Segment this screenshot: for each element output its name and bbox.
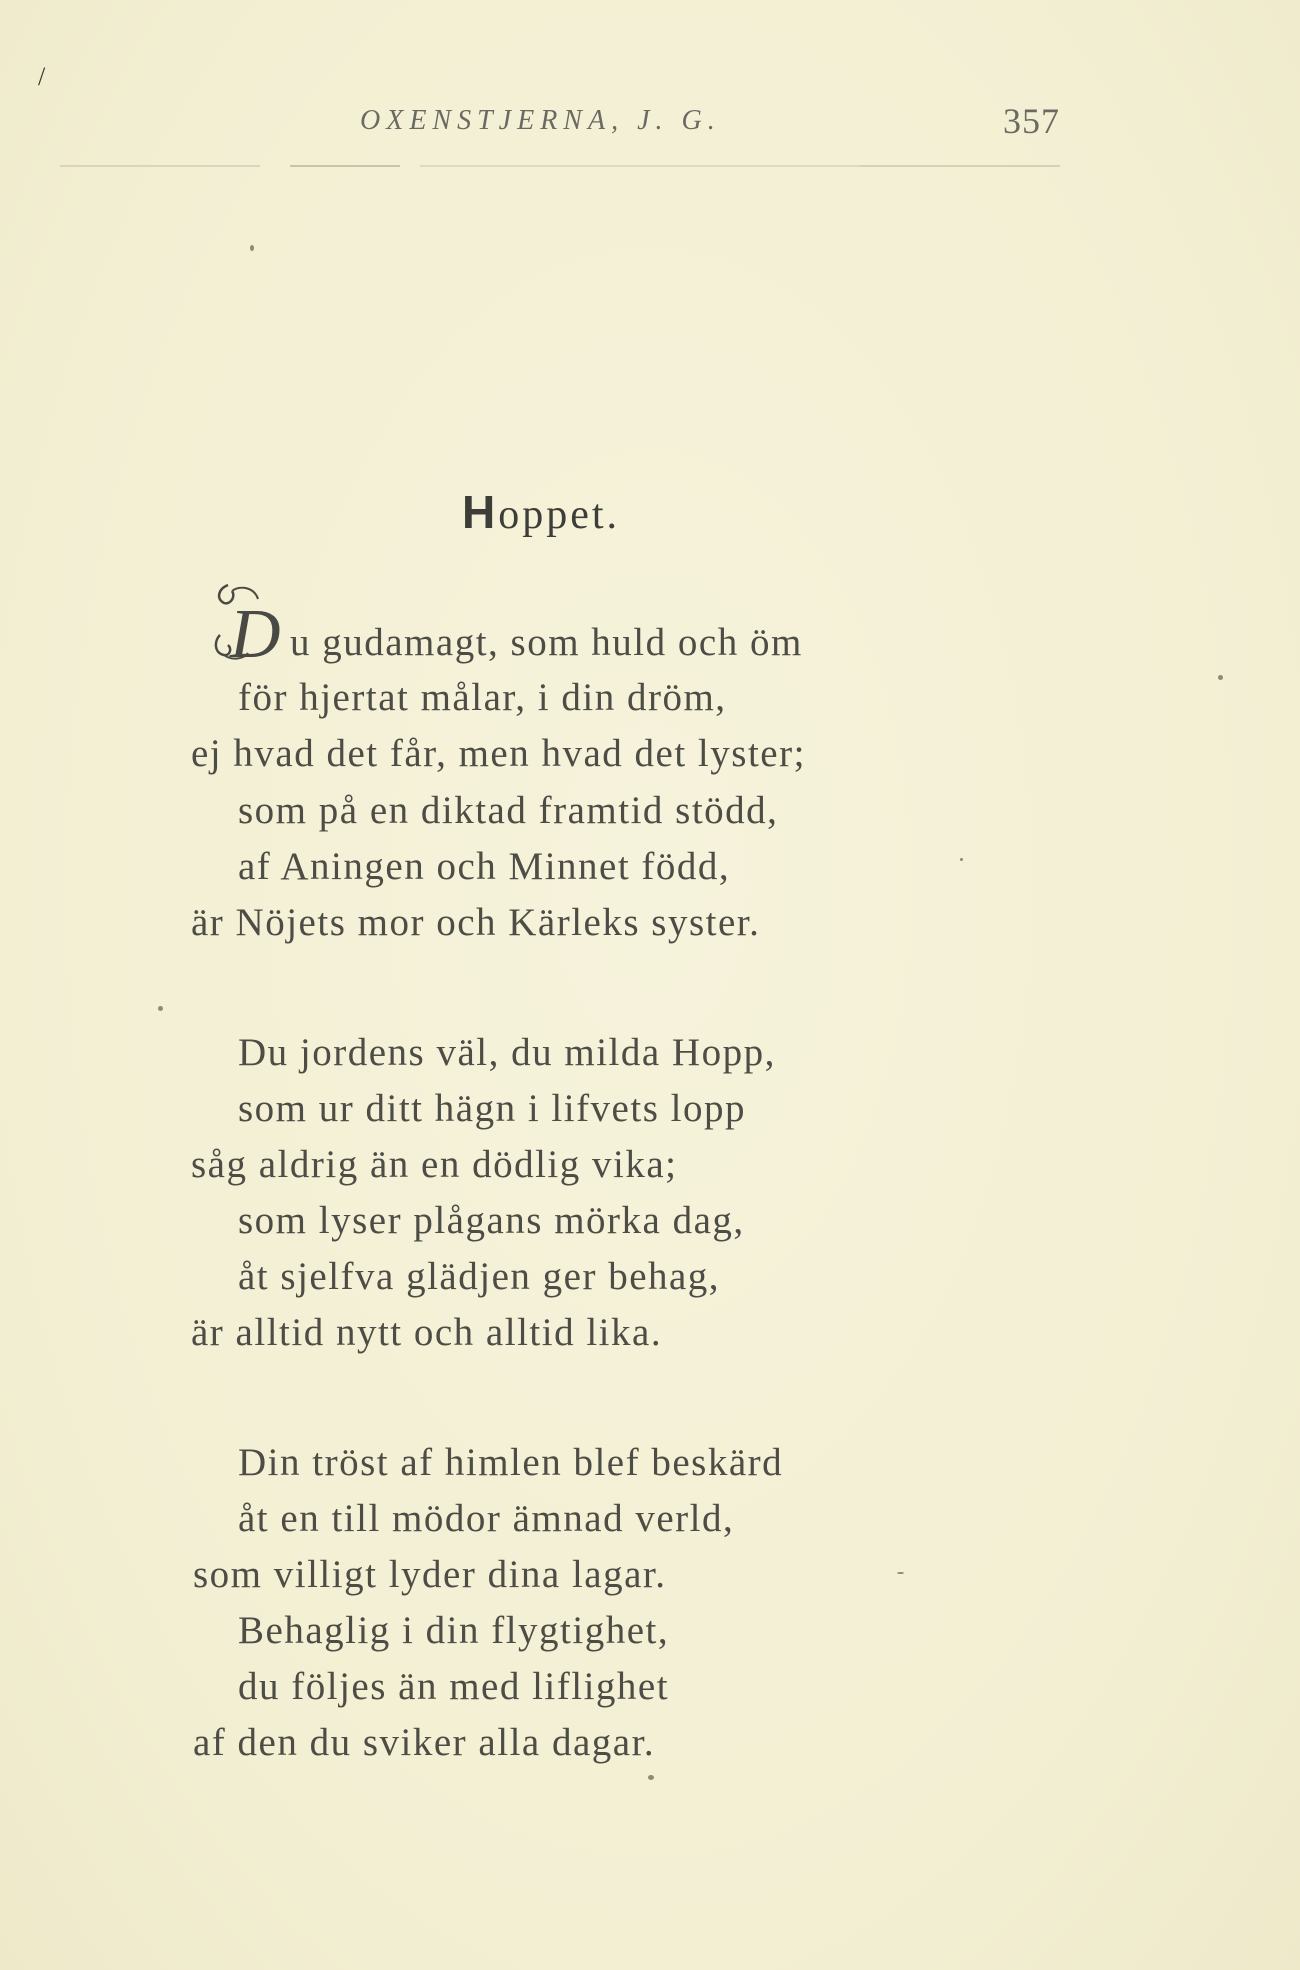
stanza-1-line-6: är Nöjets mor och Kärleks syster. xyxy=(191,901,761,944)
paper-speck xyxy=(960,858,963,861)
stanza-3-line-6: af den du sviker alla dagar. xyxy=(193,1721,656,1764)
stanza-3-line-1: Din tröst af himlen blef beskärd xyxy=(238,1441,784,1484)
stanza-1-line-1: u gudamagt, som huld och öm xyxy=(290,621,803,664)
stanza-2-line-2: som ur ditt hägn i lifvets lopp xyxy=(238,1087,746,1130)
paper-speck xyxy=(897,1572,904,1574)
stanza-3-line-2: åt en till mödor ämnad verld, xyxy=(238,1497,735,1540)
header-rule-right xyxy=(860,165,1060,167)
stanza-1-line-4: som på en diktad framtid stödd, xyxy=(238,789,779,832)
title-rest: oppet. xyxy=(498,492,621,538)
stanza-1-line-2: för hjertat målar, i din dröm, xyxy=(238,676,727,719)
stanza-2-line-5: åt sjelfva glädjen ger behag, xyxy=(238,1255,721,1298)
stanza-2-line-1: Du jordens väl, du milda Hopp, xyxy=(238,1031,776,1074)
paper-speck xyxy=(1218,675,1223,680)
paper-speck xyxy=(648,1775,654,1780)
running-head: OXENSTJERNA, J. G. xyxy=(360,105,721,136)
stanza-2-line-4: som lyser plågans mörka dag, xyxy=(238,1199,745,1242)
header-rule-middle xyxy=(420,165,860,167)
paper-speck xyxy=(250,245,254,251)
stanza-3-line-5: du följes än med liflighet xyxy=(238,1665,670,1708)
poem-title xyxy=(462,485,620,539)
title-initial: H xyxy=(462,486,499,538)
stanza-1-line-3: ej hvad det får, men hvad det lyster; xyxy=(191,732,806,775)
header-rule-segment xyxy=(290,165,400,167)
header-rule-left xyxy=(60,165,260,167)
stanza-3-line-3: som villigt lyder dina lagar. xyxy=(193,1553,667,1596)
stanza-2-line-6: är alltid nytt och alltid lika. xyxy=(191,1311,663,1354)
stanza-2-line-3: såg aldrig än en dödlig vika; xyxy=(191,1143,678,1186)
drop-cap-ornament xyxy=(210,575,282,675)
paper-speck xyxy=(158,1006,163,1011)
page-number: 357 xyxy=(1003,101,1060,141)
corner-mark: / xyxy=(38,62,46,91)
stanza-3-line-4: Behaglig i din flygtighet, xyxy=(238,1609,670,1652)
stanza-1-line-5: af Aningen och Minnet född, xyxy=(238,845,731,888)
drop-cap-letter: D xyxy=(230,596,281,673)
